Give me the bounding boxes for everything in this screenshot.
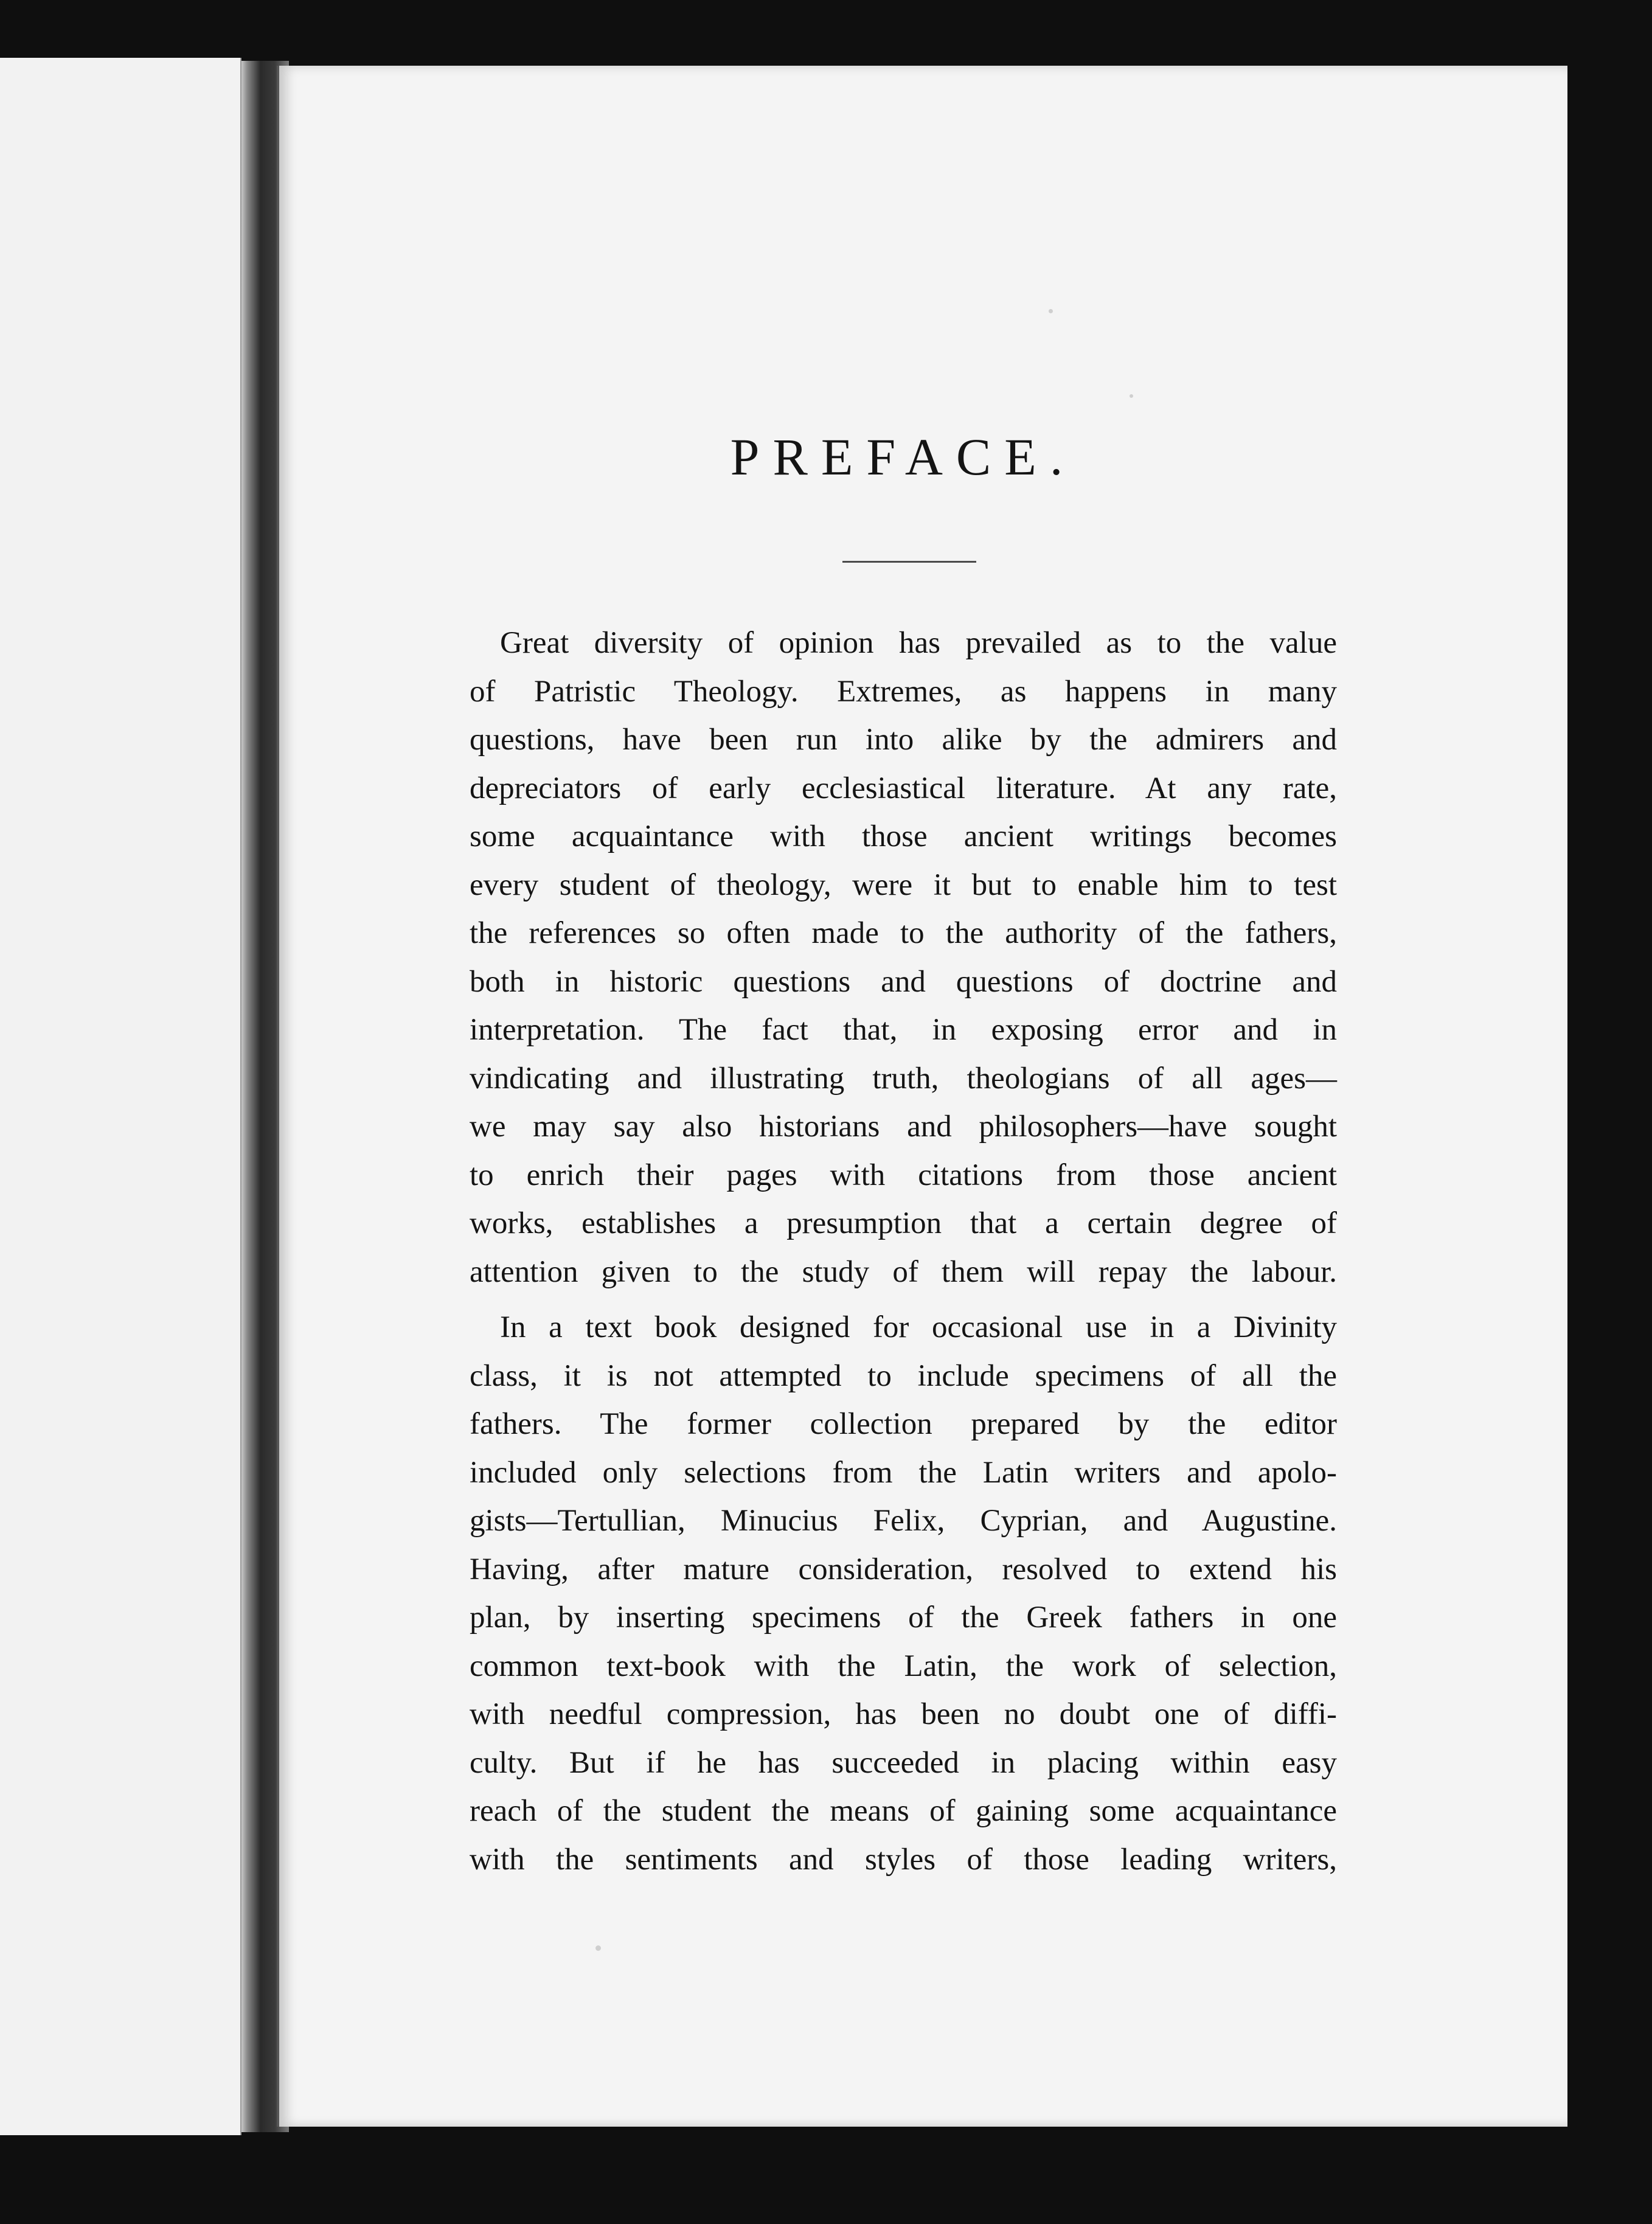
text-line: culty. But if he has succeeded in placing within easy [470, 1745, 1337, 1780]
text-line: every student of theology, were it but to enable him to test [470, 867, 1337, 902]
text-line: the references so often made to the authority of the fathers, [470, 916, 1337, 950]
text-line: common text-book with the Latin, the work of selection, [470, 1649, 1337, 1683]
paragraph-2 [470, 1304, 1337, 1884]
text-line: Having, after mature consideration, resolved to extend his [470, 1552, 1337, 1586]
text-line: to enrich their pages with citations from those ancient [470, 1158, 1337, 1192]
text-line: with needful compression, has been no doubt one of diffi- [470, 1697, 1337, 1731]
text-line: In a text book designed for occasional use in a Divinity [500, 1310, 1337, 1344]
text-line: attention given to the study of them will repay the labour. [470, 1254, 1337, 1289]
text-line: both in historic questions and questions of doctrine and [470, 964, 1337, 999]
text-line: vindicating and illustrating truth, theologians of all ages— [470, 1061, 1337, 1096]
paper-speck [595, 1945, 601, 1951]
text-line: included only selections from the Latin writers and apolo- [470, 1455, 1337, 1490]
page-title: PREFACE. [730, 428, 1077, 486]
body-text [470, 619, 1337, 1884]
text-line: interpretation. The fact that, in exposing error and in [470, 1013, 1337, 1047]
paragraph-1 [470, 619, 1337, 1296]
text-line: with the sentiments and styles of those leading writers, [470, 1842, 1337, 1877]
text-line: we may say also historians and philosophers—have sought [470, 1110, 1337, 1144]
text-line: fathers. The former collection prepared by the editor [470, 1407, 1337, 1441]
text-line: of Patristic Theology. Extremes, as happens in many [470, 674, 1337, 709]
text-line: Great diversity of opinion has prevailed as to the value [500, 626, 1337, 660]
title-rule [842, 561, 976, 563]
text-line: questions, have been run into alike by the admirers and [470, 723, 1337, 757]
paper-speck [1049, 309, 1053, 313]
text-line: gists—Tertullian, Minucius Felix, Cyprian, and Augustine. [470, 1504, 1337, 1538]
text-line: class, it is not attempted to include specimens of all the [470, 1358, 1337, 1393]
paper-speck [1130, 394, 1133, 398]
text-line: works, establishes a presumption that a certain degree of [470, 1206, 1337, 1240]
text-line: plan, by inserting specimens of the Greek fathers in one [470, 1600, 1337, 1635]
page [277, 66, 1567, 2127]
left-page [0, 58, 241, 2135]
text-line: reach of the student the means of gaining some acquaintance [470, 1794, 1337, 1828]
text-line: some acquaintance with those ancient writings becomes [470, 819, 1337, 853]
text-line: depreciators of early ecclesiastical literature. At any rate, [470, 771, 1337, 805]
